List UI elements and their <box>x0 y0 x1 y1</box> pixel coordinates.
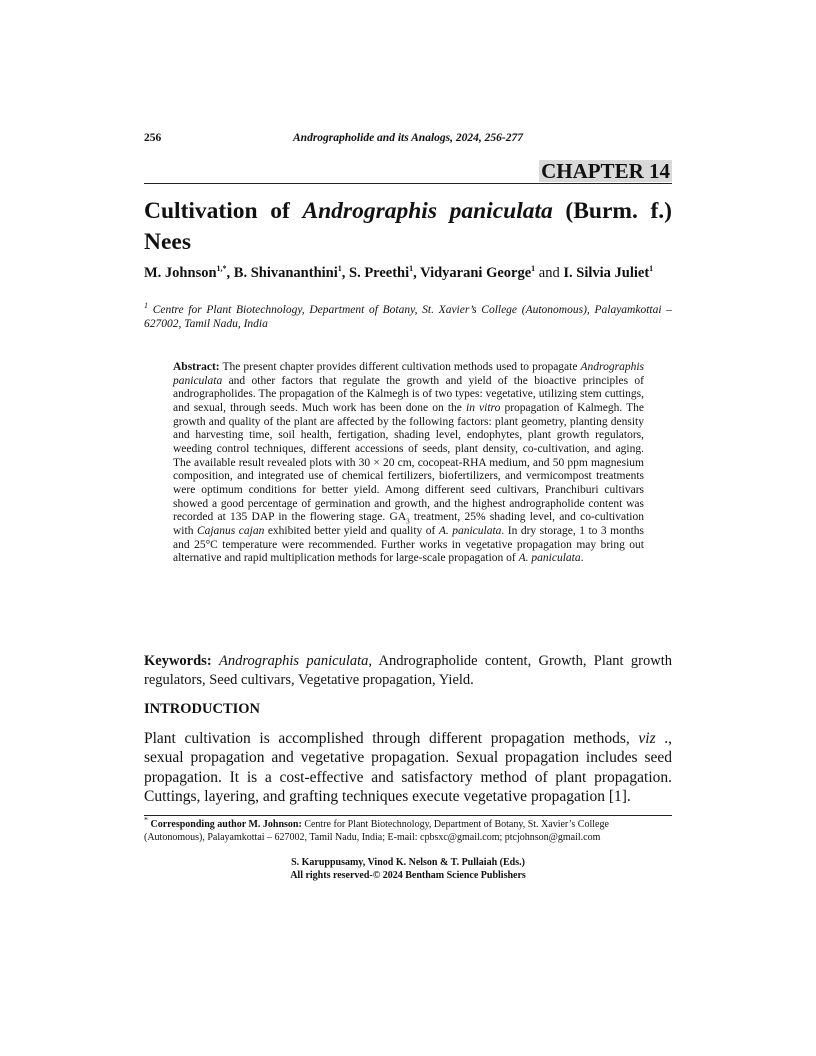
title-species: Andrographis paniculata <box>302 198 553 224</box>
abstract-text: propagation of Kalmegh. The growth and quality of the plant are affected by the following factors: plant geometry, planting density and harvesting time, soil health, fertigation, shading level, endophytes, plant growth regulators, weeding control techniques, different accessions of seeds, plant density, co-cultivation, and aging. The available result revealed plots with 30 × 20 cm, cocopeat-RHA medium, and 50 ppm magnesium composition, and integrated use of chemical fertilizers, biofertilizers, and vermicompost treatments were optimum conditions for better yield. Among different seed cultivars, Pranchiburi cultivars showed a good percentage of germination and growth, and the highest andrographolide content was recorded at 135 DAP in the flowering stage. GA <box>173 401 644 524</box>
abstract-subscript: 3 <box>406 517 410 526</box>
abstract-text: The present chapter provides different cultivation methods used to propagate <box>219 361 581 373</box>
keywords <box>144 652 672 690</box>
journal-volume-pages: , 2024, 256-277 <box>450 132 523 144</box>
section-heading: INTRODUCTION <box>144 701 261 717</box>
author-separator: and <box>535 265 564 281</box>
chapter-title <box>144 196 672 258</box>
editors-block <box>144 857 672 882</box>
abstract-italic: A. paniculata <box>518 552 581 565</box>
keywords-text: , Andrographolide content, Growth, Plant growth regulators, Seed cultivars, Vegetative propagation, Yield. <box>144 653 672 688</box>
author-affiliation-mark: 1 <box>649 264 654 274</box>
abstract-text: . In dry storage, 1 to 3 months and 25°C temperature were recommended. Further works in vegetative propagation may bring out alternative and rapid multiplication methods for large-scale propagation of <box>173 524 644 565</box>
abstract-italic: Andrographis paniculata <box>173 361 644 387</box>
author-affiliation-mark: 1,* <box>216 264 227 274</box>
author-affiliation-mark: 1 <box>337 264 342 274</box>
editors: S. Karuppusamy, Vinod K. Nelson & T. Pullaiah (Eds.) <box>291 857 525 868</box>
author-affiliation-mark: 1 <box>409 264 414 274</box>
affiliation-mark: 1 <box>144 301 148 311</box>
keywords-label: Keywords: <box>144 653 212 669</box>
journal-title: Andrographolide and its Analogs <box>293 132 451 144</box>
abstract-text: and other factors that regulate the growth and yield of the bioactive principles of andrographolides. The propagation of the Kalmegh is of two types: vegetative, utilizing stem cuttings, and sexual, through seeds. Much work has been done on the <box>173 374 644 414</box>
header-rule <box>144 183 672 184</box>
keyword-italic: Andrographis paniculata <box>219 653 369 669</box>
copyright: All rights reserved-© 2024 Bentham Science Publishers <box>290 869 526 881</box>
intro-italic: viz <box>638 730 656 747</box>
intro-text: ., sexual propagation and vegetative propagation. Sexual propagation includes seed propagation. It is a cost-effective and satisfactory method of plant propagation. Cuttings, layering, and grafting techniques execute vegetative propagation [1]. <box>144 730 672 805</box>
running-header <box>144 132 672 150</box>
abstract-text: exhibited better yield and quality of <box>264 524 439 537</box>
abstract <box>173 361 644 566</box>
author-separator: , <box>341 265 350 281</box>
author-separator: , <box>226 265 234 281</box>
chapter-label: CHAPTER 14 <box>541 159 670 183</box>
title-suffix: (Burm. f.) Nees <box>144 198 672 255</box>
footnote-label: Corresponding author M. Johnson: <box>148 819 302 830</box>
intro-text: Plant cultivation is accomplished through different propagation methods, <box>144 730 639 747</box>
author-name: S. Preethi <box>349 265 410 281</box>
author-name: B. Shivananthini <box>233 265 338 281</box>
page-number: 256 <box>144 132 162 144</box>
affiliation <box>144 303 672 331</box>
footnote <box>144 815 672 844</box>
abstract-text: treatment, 25% shading level, and co-cultivation with <box>173 511 644 537</box>
author-name: I. Silvia Juliet <box>563 265 650 281</box>
abstract-label: Abstract: <box>173 361 220 373</box>
author-affiliation-mark: 1 <box>531 264 536 274</box>
introduction-paragraph <box>144 729 672 806</box>
footnote-mark: * <box>144 815 148 825</box>
journal-citation <box>144 132 672 144</box>
author-list <box>144 263 672 283</box>
author-name: M. Johnson <box>144 265 217 281</box>
footnote-text: Centre for Plant Biotechnology, Department of Botany, St. Xavier’s College (Autonomous), Palayamkottai – 627002, Tamil Nadu, India; E-mail: cpbsxc@gmail.com; ptcjohnson@gmail.com <box>144 819 609 843</box>
abstract-italic: A. paniculata <box>438 524 502 537</box>
affiliation-text: Centre for Plant Biotechnology, Department of Botany, St. Xavier’s College (Autonomous), Palayamkottai – 627002, Tamil Nadu, India <box>144 304 672 330</box>
author-name: Vidyarani George <box>420 265 532 281</box>
abstract-italic: Cajanus cajan <box>196 524 265 537</box>
abstract-italic: in vitro <box>466 401 501 414</box>
author-separator: , <box>413 265 421 281</box>
title-prefix: Cultivation of <box>144 198 303 224</box>
footnote-rule <box>144 815 672 816</box>
abstract-text: . <box>580 552 584 565</box>
